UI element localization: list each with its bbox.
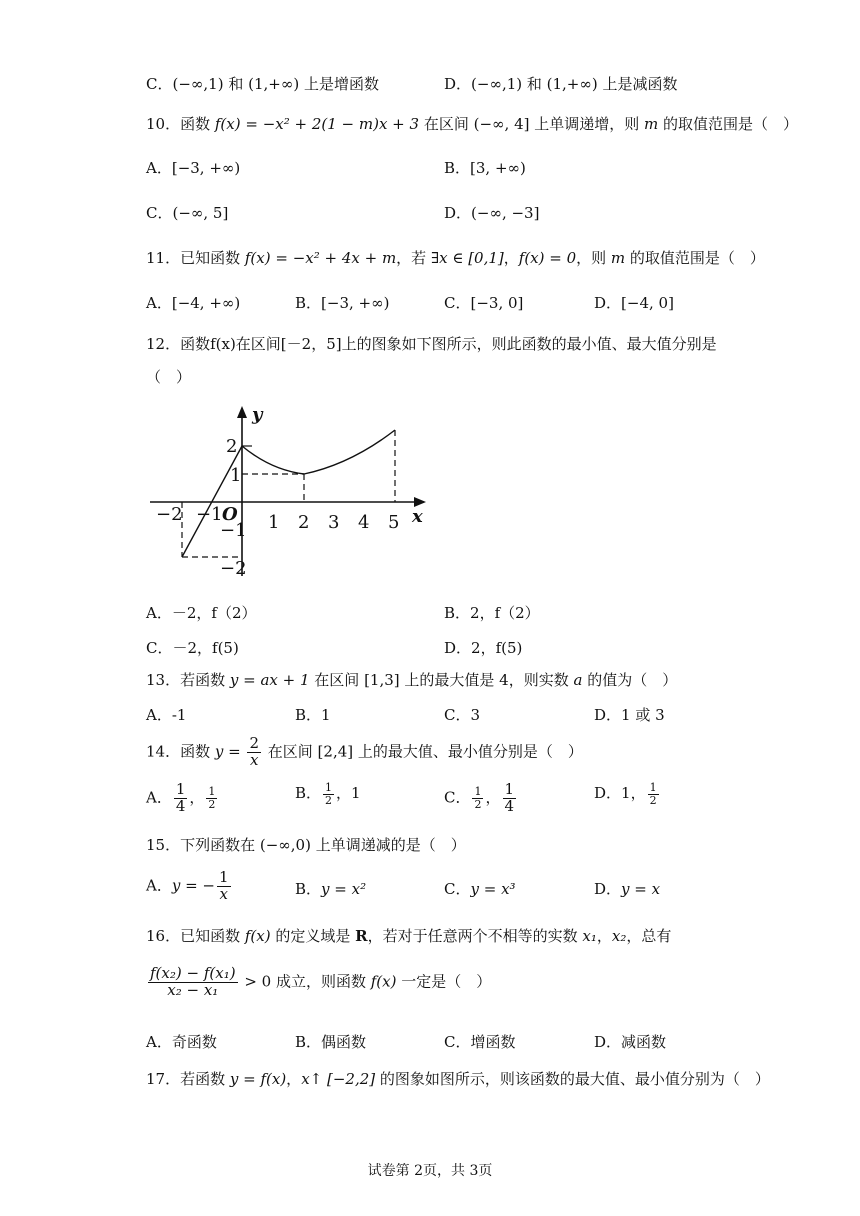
x-tick-label-4: 4 bbox=[358, 512, 370, 533]
y-tick-label-2: 2 bbox=[226, 436, 238, 457]
x-tick-label-2: 2 bbox=[298, 512, 310, 533]
q10-option-d: D．(−∞, −3] bbox=[444, 204, 540, 222]
x-tick-label-m1: −1 bbox=[196, 504, 223, 525]
curve-arc bbox=[242, 430, 395, 474]
q17-stem: 17．若函数 y = f(x)，x↑ [−2,2] 的图象如图所示，则该函数的最大值、最小值分别为（ ） bbox=[146, 1070, 770, 1088]
q12-function-graph bbox=[146, 402, 436, 580]
x-tick-label-m2: −2 bbox=[156, 504, 183, 525]
q9-option-d: D．(−∞,1) 和 (1,+∞) 上是减函数 bbox=[444, 75, 678, 93]
q14-option-c: C． $\frac{1}{2}$ ， $\frac{1}{4}$ bbox=[444, 780, 515, 815]
q11-stem: 11．已知函数 f(x) = −x² + 4x + m，若 ∃x ∈ [0,1]，f(x) = 0，则 m 的取值范围是（ ） bbox=[146, 249, 765, 267]
q11-option-b: B．[−3, +∞) bbox=[295, 294, 390, 312]
q9-option-c: C．(−∞,1) 和 (1,+∞) 上是增函数 bbox=[146, 75, 379, 93]
y-tick-label-m1: −1 bbox=[220, 520, 247, 541]
y-tick-label-m2: −2 bbox=[220, 558, 247, 579]
q15-option-d: D．y = x bbox=[594, 880, 661, 898]
q13-option-b: B．1 bbox=[295, 706, 331, 724]
x-tick-label-3: 3 bbox=[328, 512, 340, 533]
q10-option-c: C．(−∞, 5] bbox=[146, 204, 229, 222]
q12-option-a: A．－2，f（2） bbox=[146, 604, 257, 622]
x-tick-label-1: 1 bbox=[268, 512, 280, 533]
q10-option-b: B．[3, +∞) bbox=[444, 159, 526, 177]
q15-option-c: C．y = x³ bbox=[444, 880, 516, 898]
q12-stem: 12．函数f(x)在区间[－2，5]上的图象如下图所示，则此函数的最小值、最大值分别是 bbox=[146, 335, 717, 353]
y-axis-label: y bbox=[252, 404, 263, 425]
q12-option-c: C．－2，f(5) bbox=[146, 639, 239, 657]
q15-option-b: B．y = x² bbox=[295, 880, 367, 898]
q16-option-d: D．减函数 bbox=[594, 1033, 667, 1051]
q16-option-c: C．增函数 bbox=[444, 1033, 516, 1051]
q13-stem: 13．若函数 y = ax + 1 在区间 [1,3] 上的最大值是 4，则实数 a 的值为（ ） bbox=[146, 671, 678, 689]
x-tick-label-5: 5 bbox=[388, 512, 400, 533]
page-footer: 试卷第 2页，共 3页 bbox=[367, 1163, 493, 1179]
q14-stem: 14．函数 y = $\frac{2}{x}$ 在区间 [2,4] 上的最大值、最小值分别是（ ） bbox=[146, 734, 583, 769]
q16-option-b: B．偶函数 bbox=[295, 1033, 367, 1051]
q12-stem-paren: （ ） bbox=[146, 368, 192, 386]
q11-option-a: A．[−4, +∞) bbox=[146, 294, 241, 312]
q16-stem: 16．已知函数 f(x) 的定义域是 R，若对于任意两个不相等的实数 x₁，x₂，总有 bbox=[146, 927, 672, 945]
q16-stem-2: $\frac{\text{f(x₂) − f(x₁)}}{\text{x₂ − x₁}}$ > 0 成立，则函数 f(x) 一定是（ ） bbox=[150, 964, 492, 999]
x-axis-label: x bbox=[412, 506, 423, 527]
q12-option-d: D．2，f(5) bbox=[444, 639, 523, 657]
y-tick-label-1: 1 bbox=[230, 465, 242, 486]
q11-option-d: D．[−4, 0] bbox=[594, 294, 674, 312]
q14-option-b: B． $\frac{1}{2}$ ，1 bbox=[295, 781, 361, 807]
q13-option-c: C．3 bbox=[444, 706, 481, 724]
q15-option-a: A．y = − $\frac{1}{x}$ bbox=[146, 868, 229, 903]
q10-stem: 10．函数 f(x) = −x² + 2(1 − m)x + 3 在区间 (−∞, 4] 上单调递增，则 m 的取值范围是（ ） bbox=[146, 115, 799, 133]
origin-label: O bbox=[222, 504, 238, 525]
q14-option-a: A． $\frac{1}{4}$ ， $\frac{1}{2}$ bbox=[146, 780, 216, 815]
y-axis-arrow-icon bbox=[237, 406, 247, 418]
q13-option-d: D．1 或 3 bbox=[594, 706, 665, 724]
q16-option-a: A．奇函数 bbox=[146, 1033, 217, 1051]
q10-option-a: A．[−3, +∞) bbox=[146, 159, 241, 177]
q12-option-b: B．2，f（2） bbox=[444, 604, 540, 622]
q14-option-d: D．1， $\frac{1}{2}$ bbox=[594, 781, 657, 807]
q11-option-c: C．[−3, 0] bbox=[444, 294, 524, 312]
q15-stem: 15．下列函数在 (−∞,0) 上单调递减的是（ ） bbox=[146, 836, 466, 854]
q13-option-a: A．-1 bbox=[146, 706, 187, 724]
